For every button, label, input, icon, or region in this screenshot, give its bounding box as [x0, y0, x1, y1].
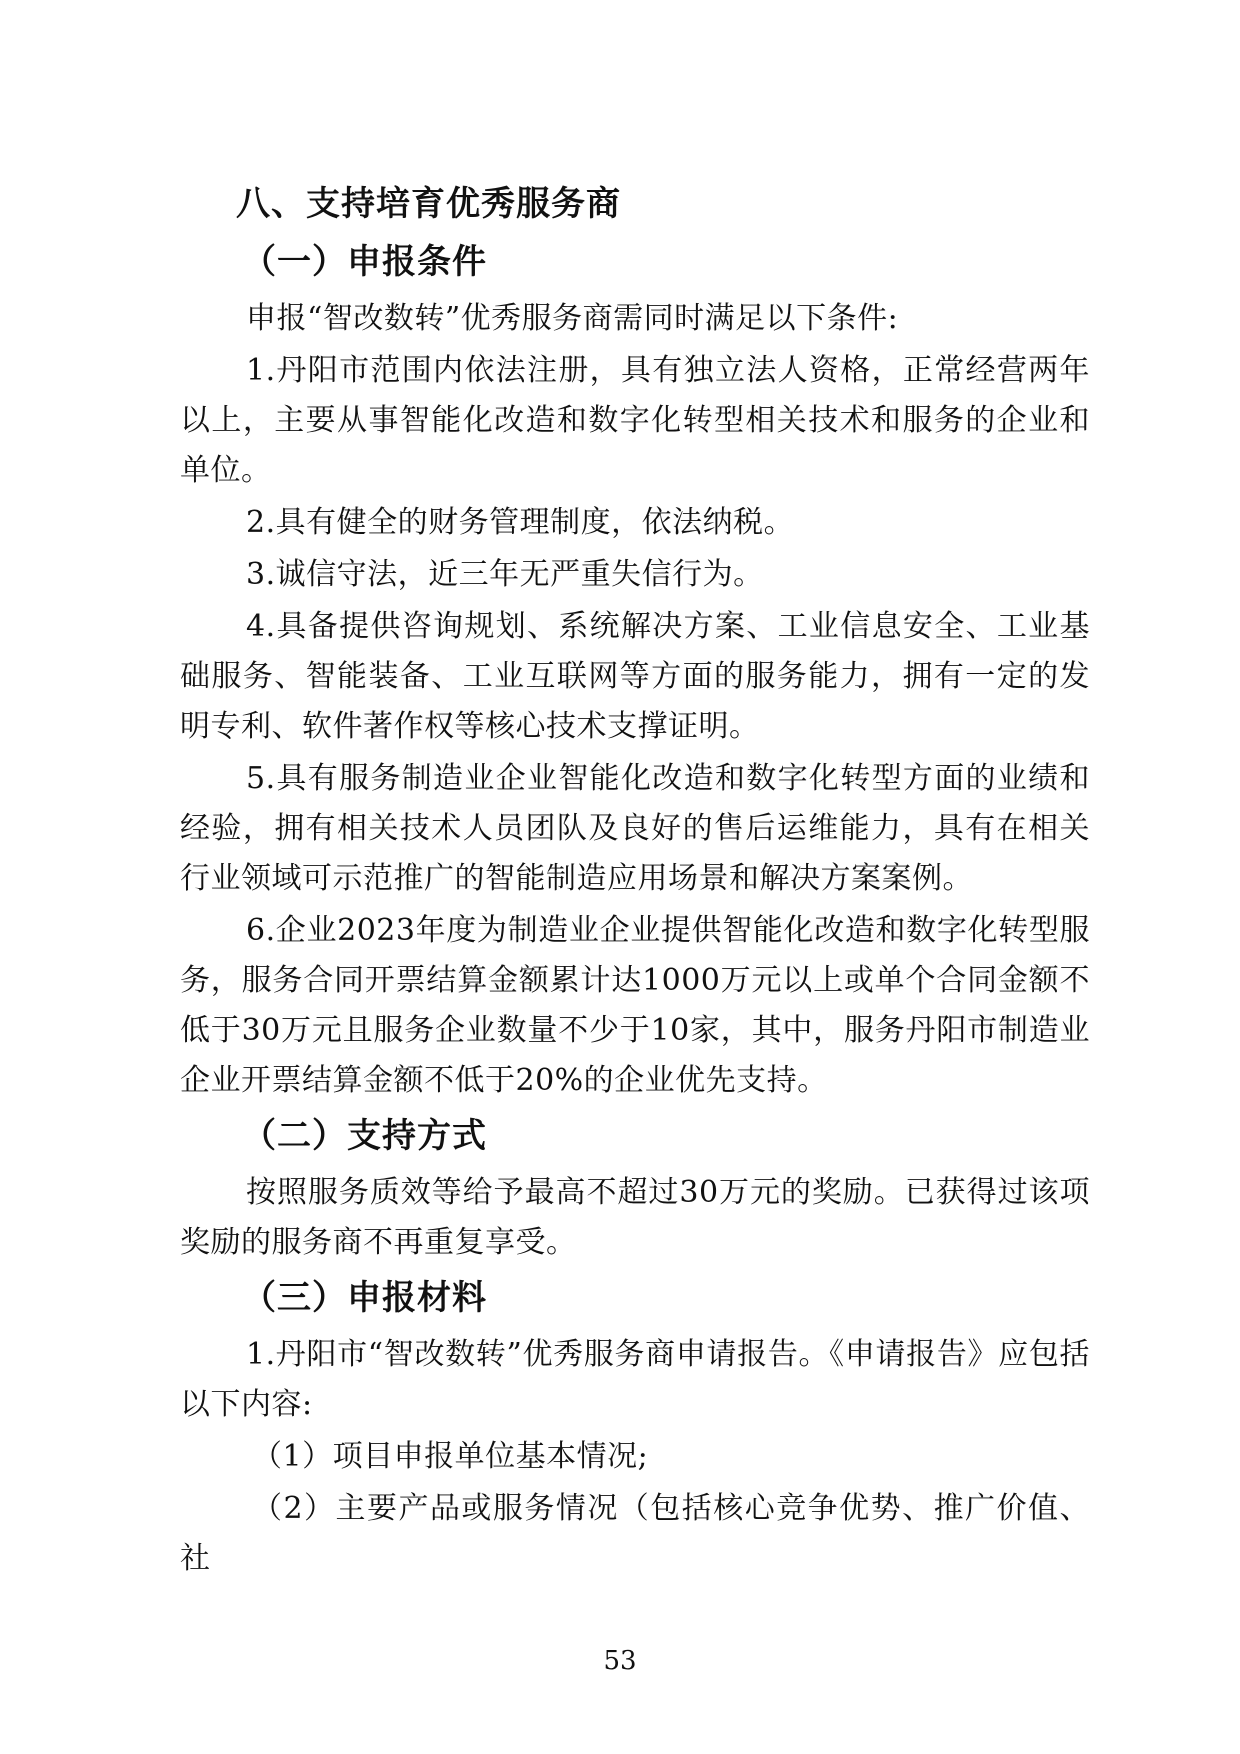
condition-item: 5.具有服务制造业企业智能化改造和数字化转型方面的业绩和经验，拥有相关技术人员团队及良好的售后运维能力，具有在相关行业领域可示范推广的智能制造应用场景和解决方案案例。: [180, 761, 1090, 896]
subsection-title-support: （二）支持方式: [242, 1116, 487, 1156]
subsection-title-materials: （三）申报材料: [242, 1278, 487, 1318]
support-text: 按照服务质效等给予最高不超过30万元的奖励。已获得过该项奖励的服务商不再重复享受。: [180, 1175, 1090, 1260]
condition-item: 2.具有健全的财务管理制度，依法纳税。: [246, 505, 795, 540]
conditions-intro: 申报“智改数转”优秀服务商需同时满足以下条件:: [246, 301, 899, 336]
condition-item: 1.丹阳市范围内依法注册，具有独立法人资格，正常经营两年以上，主要从事智能化改造和数字化转型相关技术和服务的企业和单位。: [180, 353, 1090, 488]
condition-item: 4.具备提供咨询规划、系统解决方案、工业信息安全、工业基础服务、智能装备、工业互联网等方面的服务能力，拥有一定的发明专利、软件著作权等核心技术支撑证明。: [180, 609, 1090, 744]
section-title: 八、支持培育优秀服务商: [236, 184, 621, 224]
materials-item: （1）项目申报单位基本情况;: [252, 1439, 649, 1474]
materials-intro: 1.丹阳市“智改数转”优秀服务商申请报告。《申请报告》应包括以下内容:: [180, 1337, 1090, 1422]
page-number: 53: [603, 1646, 637, 1676]
document-body: [180, 180, 1090, 1586]
materials-item: （2）主要产品或服务情况（包括核心竞争优势、推广价值、社: [180, 1491, 1090, 1576]
condition-item: 6.企业2023年度为制造业企业提供智能化改造和数字化转型服务，服务合同开票结算金额累计达1000万元以上或单个合同金额不低于30万元且服务企业数量不少于10家，其中，服务丹阳市制造业企业开票结算金额不低于20%的企业优先支持。: [180, 913, 1090, 1098]
subsection-title-conditions: （一）申报条件: [242, 242, 487, 282]
condition-item: 3.诚信守法，近三年无严重失信行为。: [246, 557, 764, 592]
